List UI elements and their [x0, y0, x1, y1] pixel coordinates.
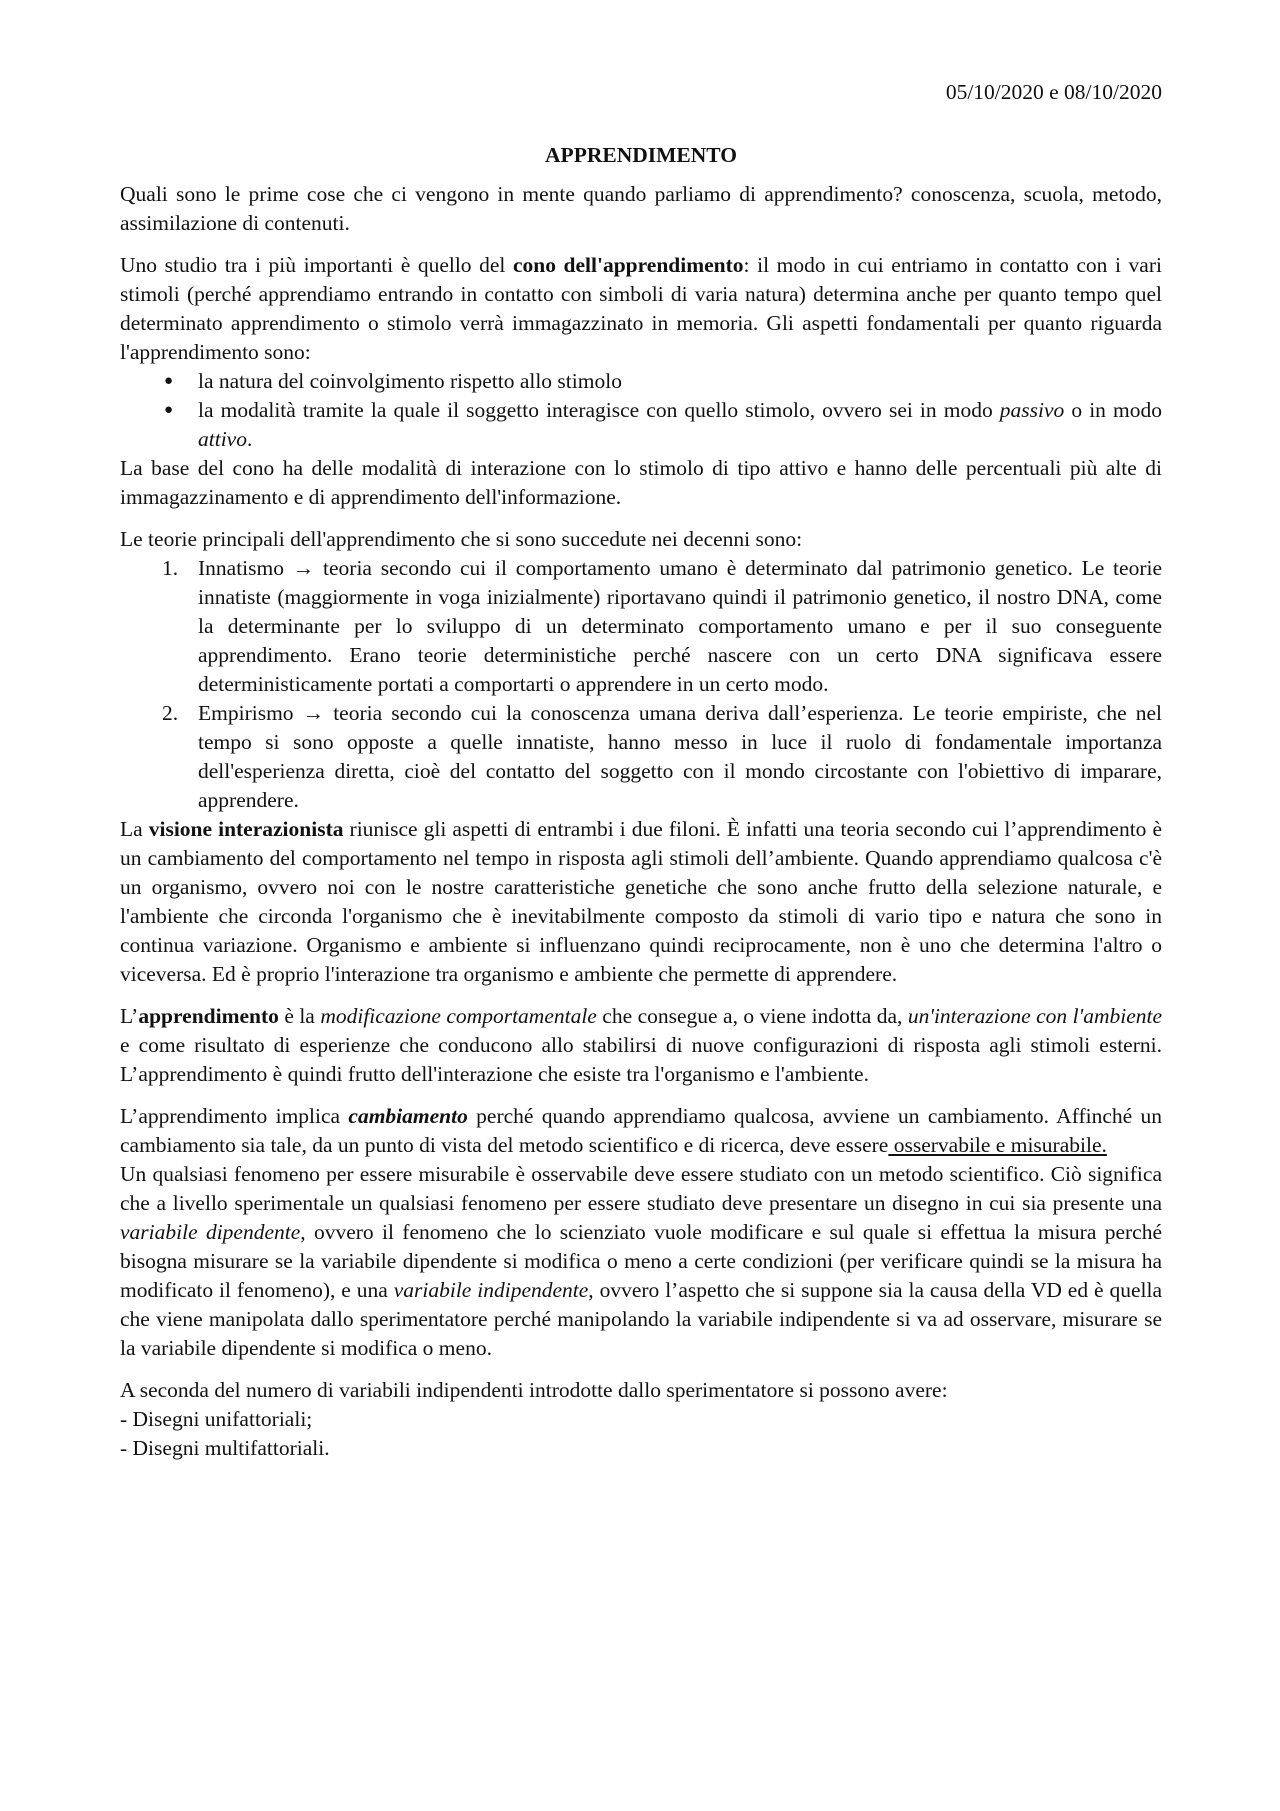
def-text-e: che consegue a, o viene indotta da,: [596, 1004, 908, 1028]
change-text-a: L’apprendimento implica: [120, 1104, 349, 1128]
vis-text-c: riunisce gli aspetti di entrambi i due filoni. È infatti una teoria secondo cui l’apprendimento è un cambiamento del comportamento nel tempo in risposta agli stimoli dell’ambiente. Quando apprendiamo qualcosa c'è un organismo, ovvero noi con le nostre caratteristiche genetiche che sono anche frutto della selezione naturale, e l'ambiente che circonda l'organismo che è inevitabilmente composto da stimoli di vario tipo e natura che sono in continua variazione. Organismo e ambiente si influenzano quindi reciprocamente, non è uno che determina l'altro o viceversa. Ed è proprio l'interazione tra organismo e ambiente che permette di apprendere.: [120, 817, 1162, 986]
passive-term: passivo: [999, 398, 1065, 422]
aspects-list: [120, 367, 1162, 454]
designs-intro: A seconda del numero di variabili indipendenti introdotte dallo sperimentatore si possono avere:: [120, 1378, 948, 1402]
def-text-a: L’: [120, 1004, 139, 1028]
list-item: [164, 396, 1162, 454]
method-text-5: , ovvero l’aspetto che si suppone sia la causa della VD ed è quella che viene manipolata dallo sperimentatore perché manipolando la variabile indipendente si va ad osservare, misurare se la variabile dipendente si modifica o meno.: [120, 1278, 1162, 1360]
def-text-g: e come risultato di esperienze che conducono allo stabilirsi di nuove configurazioni di risposta agli stimoli esterni. L’apprendimento è quindi frutto dell'interazione che esiste tra l'organismo e l'ambiente.: [120, 1033, 1162, 1086]
modificazione-term: modificazione comportamentale: [320, 1004, 597, 1028]
independent-variable-term: variabile indipendente: [393, 1278, 589, 1302]
bullet-icon: ●: [164, 402, 174, 418]
observable-measurable-term: osservabile e misurabile.: [888, 1133, 1107, 1157]
cone-paragraph: [120, 251, 1162, 367]
theories-list: [120, 554, 1162, 815]
bullet-icon: ●: [164, 373, 174, 389]
interazionista-paragraph: [120, 815, 1162, 989]
page-title: APPRENDIMENTO: [545, 143, 737, 167]
document-date: 05/10/2020 e 08/10/2020: [945, 80, 1162, 104]
change-paragraph: [120, 1102, 1162, 1160]
active-term: attivo: [198, 427, 247, 451]
cambiamento-term: cambiamento: [348, 1104, 468, 1128]
bullet-text-c: o in modo: [1064, 398, 1162, 422]
innatismo-text: Innatismo → teoria secondo cui il comportamento umano è determinato dal patrimonio genetico. Le teorie innatiste (maggiormente in voga inizialmente) riportavano quindi il patrimonio genetico, il nostro DNA, come la determinante per lo sviluppo di un determinato comportamento umano e per il suo conseguente apprendimento. Erano teorie deterministiche perché nascere con un certo DNA significava essere deterministicamente portati a comportarti o apprendere in un certo modo.: [198, 556, 1162, 696]
cone-term: cono dell'apprendimento: [512, 253, 744, 277]
cone-base-paragraph: La base del cono ha delle modalità di interazione con lo stimolo di tipo attivo e hanno delle percentuali più alte di immagazzinamento e di apprendimento dell'informazione.: [120, 456, 1162, 509]
dependent-variable-term: variabile dipendente: [120, 1220, 301, 1244]
method-text-3: , ovvero il fenomeno che lo scienziato vuole modificare e sul quale si effettua la misura perché bisogna misurare se la variabile dipendente si modifica o meno a certe condizioni (per verificare quindi se la misura ha modificato il fenomeno), e una: [120, 1220, 1162, 1302]
interazione-term: un'interazione con l'ambiente: [907, 1004, 1163, 1028]
item-number: 1.: [162, 556, 179, 580]
definition-paragraph: [120, 1002, 1162, 1089]
design-item-multifattoriali: - Disegni multifattoriali.: [120, 1436, 330, 1460]
vis-text-a: La: [120, 817, 149, 841]
list-item: [164, 367, 1162, 396]
item-number: 2.: [162, 701, 179, 725]
method-text-1: Un qualsiasi fenomeno per essere misurabile è osservabile deve essere studiato con un metodo scientifico. Ciò significa che a livello sperimentale un qualsiasi fenomeno per essere studiato deve presentare un disegno in cui sia presente una: [120, 1162, 1162, 1215]
cone-text-c: : il modo in cui entriamo in contatto con i vari stimoli (perché apprendiamo entrando in contatto con simboli di varia natura) determina anche per quanto tempo quel determinato apprendimento o stimolo verrà immagazzinato in memoria. Gli aspetti fondamentali per quanto riguarda l'apprendimento sono:: [120, 253, 1162, 364]
empirismo-text: Empirismo → teoria secondo cui la conoscenza umana deriva dall’esperienza. Le teorie empiriste, che nel tempo si sono opposte a quelle innatiste, hanno messo in luce il ruolo di fondamentale importanza dell'esperienza diretta, cioè del contatto del soggetto con il mondo circostante con l'obiettivo di imparare, apprendere.: [198, 701, 1162, 812]
design-item-unifattoriali: - Disegni unifattoriali;: [120, 1407, 313, 1431]
bullet-text: la natura del coinvolgimento rispetto allo stimolo: [198, 369, 622, 393]
intro-paragraph: Quali sono le prime cose che ci vengono in mente quando parliamo di apprendimento? conoscenza, scuola, metodo, assimilazione di contenuti.: [120, 182, 1162, 235]
cone-text-a: Uno studio tra i più importanti è quello del: [120, 253, 513, 277]
apprendimento-term: apprendimento: [138, 1004, 279, 1028]
interazionista-term: visione interazionista: [148, 817, 344, 841]
change-text-c: perché quando apprendiamo qualcosa, avviene un cambiamento. Affinché un cambiamento sia tale, da un punto di vista del metodo scientifico e di ricerca, deve essere: [120, 1104, 1162, 1157]
list-item: [162, 554, 1162, 699]
method-paragraph: [120, 1160, 1162, 1363]
def-text-c: è la: [278, 1004, 321, 1028]
bullet-text-e: .: [246, 427, 253, 451]
list-item: [162, 699, 1162, 815]
theories-intro: Le teorie principali dell'apprendimento che si sono succedute nei decenni sono:: [120, 527, 803, 551]
bullet-text-a: la modalità tramite la quale il soggetto interagisce con quello stimolo, ovvero sei in modo: [198, 398, 1000, 422]
